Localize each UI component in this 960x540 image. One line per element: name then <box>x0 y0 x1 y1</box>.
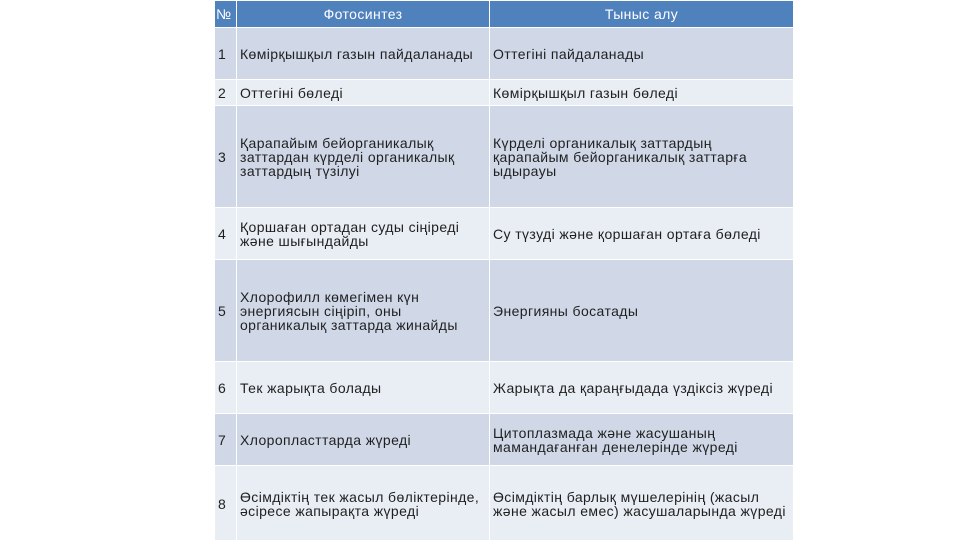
table-row <box>215 414 794 466</box>
photosynthesis-cell: Оттегіні бөледі <box>237 80 490 106</box>
respiration-cell: Су түзуді және қоршаған ортаға бөледі <box>490 208 794 260</box>
row-number: 7 <box>215 414 237 466</box>
table-row <box>215 80 794 106</box>
respiration-cell: Энергияны босатады <box>490 260 794 362</box>
photosynthesis-cell: Хлорофилл көмегімен күн энергиясын сіңіріп, оны органикалық заттарда жинайды <box>237 260 490 362</box>
row-number: 2 <box>215 80 237 106</box>
photosynthesis-cell: Көмірқышқыл газын пайдаланады <box>237 28 490 80</box>
table-row <box>215 106 794 208</box>
row-number: 6 <box>215 362 237 414</box>
photosynthesis-cell: Өсімдіктің тек жасыл бөліктерінде, әсіресе жапырақта жүреді <box>237 466 490 540</box>
photosynthesis-cell: Қоршаған ортадан суды сіңіреді және шығындайды <box>237 208 490 260</box>
header-photosynthesis: Фотосинтез <box>237 1 490 28</box>
row-number: 1 <box>215 28 237 80</box>
respiration-cell: Оттегіні пайдаланады <box>490 28 794 80</box>
table-row <box>215 208 794 260</box>
respiration-cell: Цитоплазмада және жасушаның мамандағанған денелерінде жүреді <box>490 414 794 466</box>
table-header-row <box>215 1 794 28</box>
row-number: 3 <box>215 106 237 208</box>
row-number: 4 <box>215 208 237 260</box>
row-number: 8 <box>215 466 237 540</box>
photosynthesis-cell: Тек жарықта болады <box>237 362 490 414</box>
respiration-cell: Күрделі органикалық заттардың қарапайым бейорганикалық заттарға ыдырауы <box>490 106 794 208</box>
comparison-table <box>214 0 794 540</box>
header-number: № <box>215 1 237 28</box>
header-respiration: Тыныс алу <box>490 1 794 28</box>
photosynthesis-cell: Хлоропласттарда жүреді <box>237 414 490 466</box>
table-row <box>215 466 794 540</box>
table-row <box>215 362 794 414</box>
photosynthesis-cell: Қарапайым бейорганикалық заттардан күрделі органикалық заттардың түзілуі <box>237 106 490 208</box>
row-number: 5 <box>215 260 237 362</box>
respiration-cell: Жарықта да қараңғыдада үздіксіз жүреді <box>490 362 794 414</box>
table-row <box>215 260 794 362</box>
table-row <box>215 28 794 80</box>
respiration-cell: Өсімдіктің барлық мүшелерінің (жасыл және жасыл емес) жасушаларында жүреді <box>490 466 794 540</box>
respiration-cell: Көмірқышқыл газын бөледі <box>490 80 794 106</box>
